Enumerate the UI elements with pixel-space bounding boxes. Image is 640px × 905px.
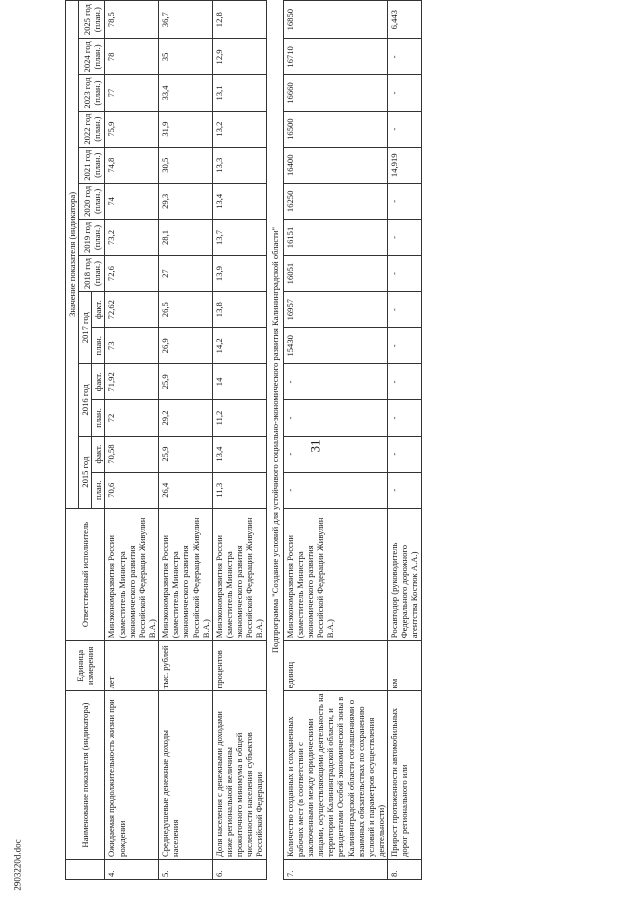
unit-cell: процентов: [212, 641, 266, 691]
value-cell: 13,9: [212, 256, 266, 292]
header-plan: план.: [92, 472, 105, 508]
document-code: 2903220d.doc: [12, 839, 23, 891]
value-cell: 16850: [283, 1, 387, 39]
value-cell: -: [283, 364, 387, 400]
unit-cell: тыс. рублей: [159, 641, 213, 691]
value-cell: 78: [105, 39, 159, 75]
value-cell: 74,8: [105, 147, 159, 183]
page-number: 31: [307, 439, 323, 453]
value-cell: 13,7: [212, 219, 266, 255]
value-cell: 27: [159, 256, 213, 292]
value-cell: 70,6: [105, 472, 159, 508]
value-cell: 75,9: [105, 111, 159, 147]
row-number: 4.: [105, 859, 159, 879]
value-cell: 30,5: [159, 147, 213, 183]
responsible-cell: Минэкономразвития России (заместитель Министра экономического развития Российской Федерации Живулин В.А.): [212, 508, 266, 640]
header-2021: 2021 год (план.): [79, 147, 105, 183]
value-cell: -: [388, 400, 421, 436]
value-cell: -: [388, 219, 421, 255]
header-2024: 2024 год (план.): [79, 39, 105, 75]
value-cell: 74: [105, 183, 159, 219]
header-2018: 2018 год (план.): [79, 256, 105, 292]
header-plan: план.: [92, 328, 105, 364]
header-name: Наименование показателя (индикатора): [66, 691, 105, 860]
value-cell: 16151: [283, 219, 387, 255]
header-2022: 2022 год (план.): [79, 111, 105, 147]
value-cell: 29,2: [159, 400, 213, 436]
header-2015: 2015 год: [79, 436, 92, 508]
header-2023: 2023 год (план.): [79, 75, 105, 111]
value-cell: 78,5: [105, 1, 159, 39]
value-cell: -: [388, 256, 421, 292]
value-cell: 73: [105, 328, 159, 364]
value-cell: 13,3: [212, 147, 266, 183]
value-cell: 25,9: [159, 364, 213, 400]
indicator-name: Среднедушевые денежные доходы населения: [159, 691, 213, 860]
value-cell: 13,2: [212, 111, 266, 147]
row-number: 7.: [283, 859, 387, 879]
value-cell: 72,62: [105, 292, 159, 328]
indicator-name: Количество созданных и сохраненных рабочих мест (в соответствии с заключенными между юридическими лицами, осуществляющими деятельность на территории Калининградской области, и резидентами Особой экономической зоны в Калининградской области соглашениями о взаимных обязательствах по сохранению условий и параметров осуществления деятельности): [283, 691, 387, 860]
rotated-table-container: [65, 0, 585, 880]
row-number: 5.: [159, 859, 213, 879]
value-cell: -: [388, 183, 421, 219]
header-fact: факт.: [92, 364, 105, 400]
table-row: [159, 1, 213, 880]
header-plan: план.: [92, 400, 105, 436]
value-cell: -: [388, 436, 421, 472]
value-cell: 71,92: [105, 364, 159, 400]
value-cell: -: [283, 436, 387, 472]
value-cell: 70,58: [105, 436, 159, 472]
value-cell: -: [388, 292, 421, 328]
header-fact: факт.: [92, 292, 105, 328]
value-cell: 13,4: [212, 183, 266, 219]
subprogram-row: [266, 1, 283, 880]
value-cell: 33,4: [159, 75, 213, 111]
value-cell: -: [388, 39, 421, 75]
value-cell: 77: [105, 75, 159, 111]
subprogram-title: Подпрограмма "Создание условий для устойчивого социально-экономического развития Калининградской области": [266, 1, 283, 880]
header-2016: 2016 год: [79, 364, 92, 436]
value-cell: 12,8: [212, 1, 266, 39]
responsible-cell: Минэкономразвития России (заместитель Министра экономического развития Российской Федерации Живулин В.А.): [159, 508, 213, 640]
value-cell: 13,4: [212, 436, 266, 472]
unit-cell: единиц: [283, 641, 387, 691]
value-cell: -: [388, 111, 421, 147]
indicator-name: Прирост протяженности автомобильных дорог регионального или: [388, 691, 421, 860]
table-row: [105, 1, 159, 880]
value-cell: 31,9: [159, 111, 213, 147]
responsible-cell: Минэкономразвития России (заместитель Министра экономического развития Российской Федерации Живулин В.А.): [105, 508, 159, 640]
value-cell: 13,1: [212, 75, 266, 111]
value-cell: 28,1: [159, 219, 213, 255]
value-cell: 25,9: [159, 436, 213, 472]
value-cell: 16710: [283, 39, 387, 75]
header-2019: 2019 год (план.): [79, 219, 105, 255]
table-row: [388, 1, 421, 880]
value-cell: 13,8: [212, 292, 266, 328]
value-cell: -: [283, 400, 387, 436]
value-cell: 16400: [283, 147, 387, 183]
value-cell: 29,3: [159, 183, 213, 219]
table-row: [212, 1, 266, 880]
value-cell: 72,6: [105, 256, 159, 292]
value-cell: 26,4: [159, 472, 213, 508]
value-cell: 26,5: [159, 292, 213, 328]
value-cell: -: [388, 328, 421, 364]
table-body: [105, 1, 421, 880]
header-responsible: Ответственный исполнитель: [66, 508, 105, 640]
value-cell: 11,2: [212, 400, 266, 436]
value-cell: 14,919: [388, 147, 421, 183]
header-2025: 2025 год (план.): [79, 1, 105, 39]
indicator-name: Доля населения с денежными доходами ниже региональной величины прожиточного минимума в общей численности населения субъектов Российской Федерации: [212, 691, 266, 860]
value-cell: 11,3: [212, 472, 266, 508]
value-cell: 16660: [283, 75, 387, 111]
value-cell: 26,9: [159, 328, 213, 364]
indicators-table: [65, 0, 422, 880]
value-cell: 14: [212, 364, 266, 400]
value-cell: 72: [105, 400, 159, 436]
header-fact: факт.: [92, 436, 105, 472]
header-values: Значение показателя (индикатора): [66, 1, 79, 509]
value-cell: 36,7: [159, 1, 213, 39]
value-cell: -: [283, 472, 387, 508]
value-cell: 6,443: [388, 1, 421, 39]
value-cell: 16500: [283, 111, 387, 147]
unit-cell: лет: [105, 641, 159, 691]
value-cell: -: [388, 75, 421, 111]
table-row: [283, 1, 387, 880]
value-cell: 73,2: [105, 219, 159, 255]
responsible-cell: Росавтодор (руководитель Федерального дорожного агентства Костюк А.А.): [388, 508, 421, 640]
value-cell: 15430: [283, 328, 387, 364]
value-cell: 14,2: [212, 328, 266, 364]
value-cell: 12,9: [212, 39, 266, 75]
row-number: 8.: [388, 859, 421, 879]
header-2020: 2020 год (план.): [79, 183, 105, 219]
unit-cell: км: [388, 641, 421, 691]
value-cell: -: [388, 364, 421, 400]
value-cell: 16957: [283, 292, 387, 328]
header-unit: Единица измерения: [66, 641, 105, 691]
value-cell: 16250: [283, 183, 387, 219]
header-2017: 2017 год: [79, 292, 92, 364]
value-cell: -: [388, 472, 421, 508]
row-number: 6.: [212, 859, 266, 879]
value-cell: 16051: [283, 256, 387, 292]
responsible-cell: Минэкономразвития России (заместитель Министра экономического развития Российской Федерации Живулин В.А.): [283, 508, 387, 640]
value-cell: 35: [159, 39, 213, 75]
indicator-name: Ожидаемая продолжительность жизни при рождении: [105, 691, 159, 860]
